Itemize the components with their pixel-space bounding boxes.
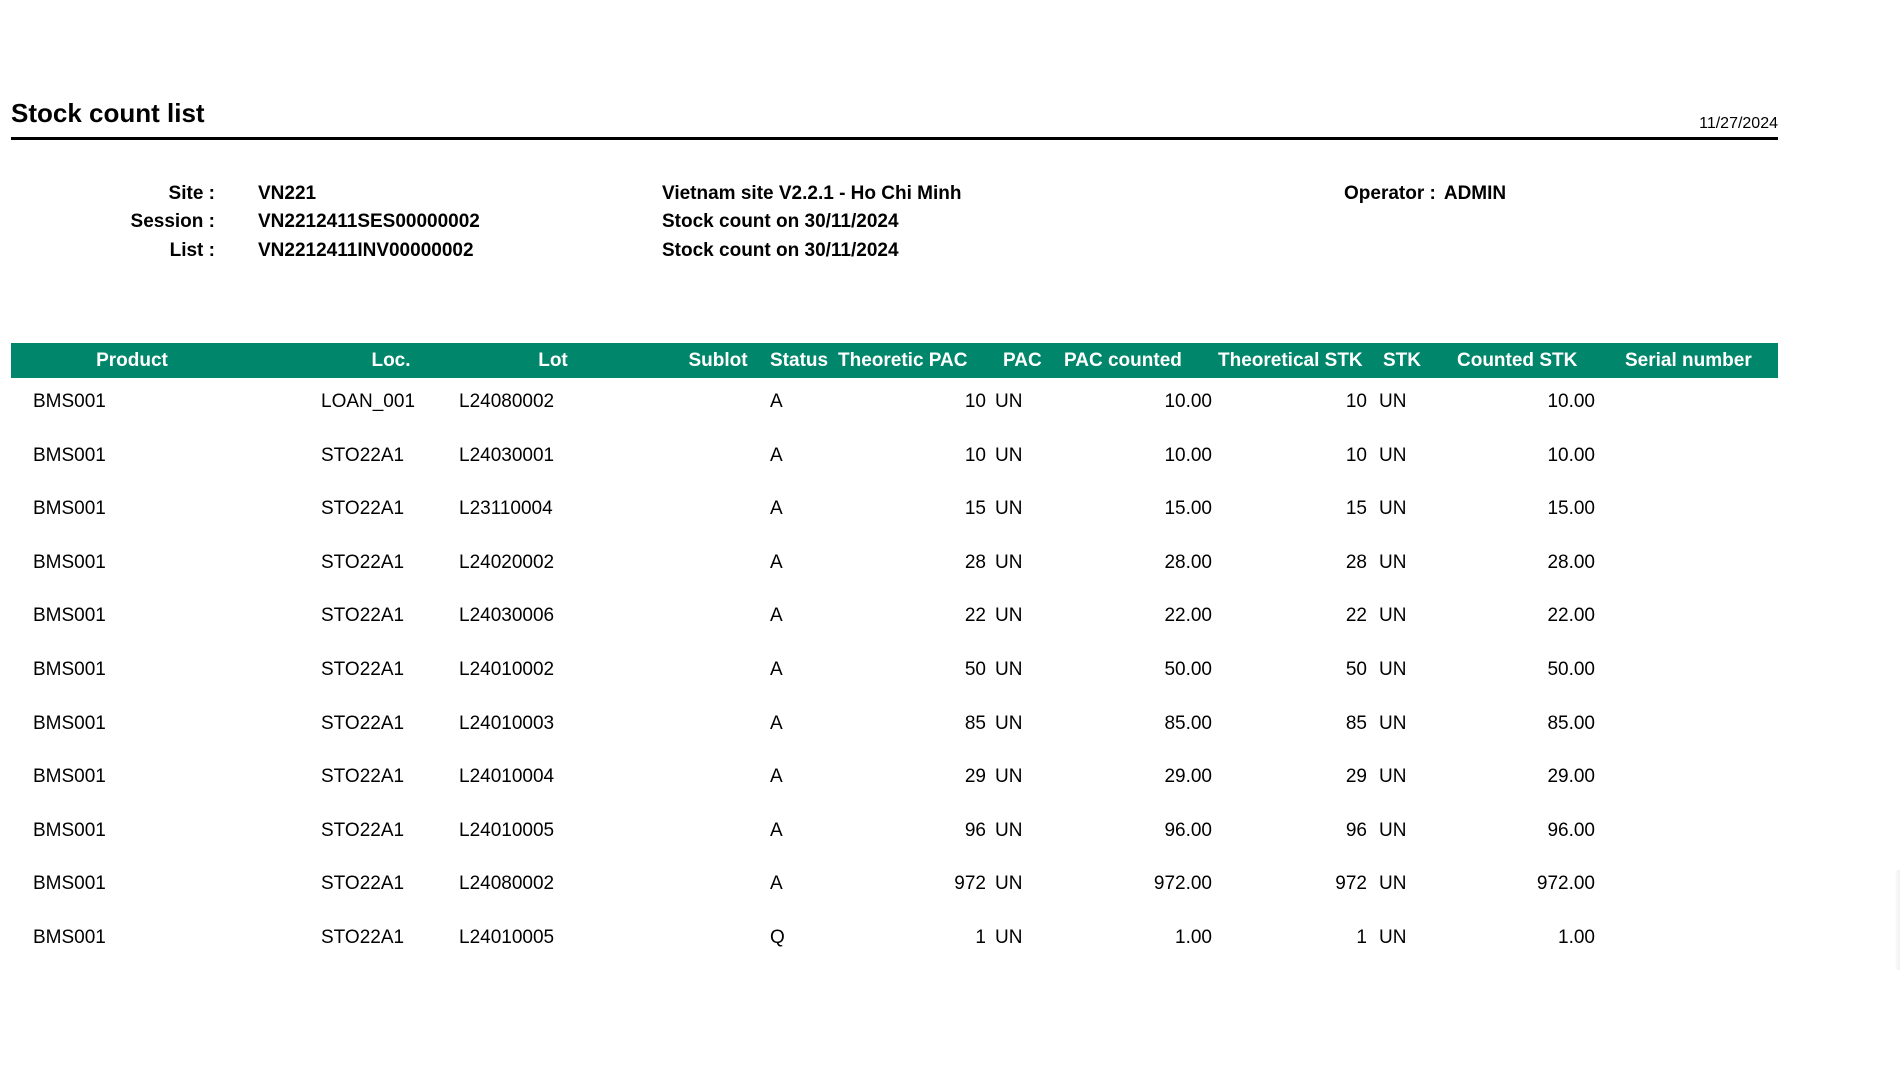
- column-header-lot: Lot: [538, 350, 568, 371]
- table-row: [11, 915, 1778, 969]
- cell-theoretic-pac: 1: [975, 926, 986, 948]
- print-date: 11/27/2024: [1699, 115, 1778, 132]
- cell-status: A: [770, 444, 783, 466]
- cell-product: BMS001: [33, 391, 106, 412]
- cell-pac: UN: [995, 926, 1023, 948]
- cell-loc: STO22A1: [321, 819, 405, 841]
- table-row: [11, 433, 1778, 487]
- cell-theoretic-pac: 29: [964, 766, 986, 788]
- cell-pac: UN: [995, 873, 1023, 895]
- session-description: Stock count on 30/11/2024: [662, 211, 899, 232]
- cell-theoretical-stk: 10: [1345, 444, 1367, 466]
- site-description: Vietnam site V2.2.1 - Ho Chi Minh: [662, 183, 962, 204]
- cell-stk: UN: [1379, 873, 1407, 895]
- cell-pac-counted: 22.00: [1164, 605, 1212, 627]
- cell-stk: UN: [1379, 712, 1407, 734]
- cell-lot: L24010002: [459, 658, 555, 680]
- cell-theoretic-pac: 10: [964, 444, 986, 466]
- cell-loc: STO22A1: [321, 766, 405, 788]
- cell-theoretical-stk: 972: [1335, 873, 1367, 895]
- cell-theoretical-stk: 50: [1345, 658, 1367, 680]
- column-header-loc: Loc.: [371, 350, 411, 371]
- cell-lot: L24020002: [459, 551, 555, 573]
- cell-pac-counted: 29.00: [1164, 766, 1212, 788]
- cell-pac: UN: [995, 766, 1023, 788]
- cell-loc: STO22A1: [321, 605, 405, 627]
- list-description: Stock count on 30/11/2024: [662, 240, 899, 261]
- cell-stk: UN: [1379, 605, 1407, 627]
- cell-status: A: [770, 819, 783, 841]
- operator-value: ADMIN: [1443, 183, 1507, 204]
- cell-pac-counted: 50.00: [1164, 658, 1212, 680]
- cell-pac-counted: 10.00: [1164, 444, 1212, 466]
- cell-stk: UN: [1379, 766, 1407, 788]
- cell-stk: UN: [1379, 819, 1407, 841]
- table-row: [11, 754, 1778, 808]
- cell-theoretic-pac: 50: [964, 658, 986, 680]
- column-header-sublot: Sublot: [688, 350, 748, 371]
- table-row: [11, 808, 1778, 862]
- cell-theoretic-pac: 10: [964, 391, 986, 412]
- operator: [1344, 183, 1506, 205]
- table-row: [11, 540, 1778, 594]
- cell-stk: UN: [1379, 551, 1407, 573]
- cell-stk: UN: [1379, 391, 1407, 412]
- cell-pac: UN: [995, 391, 1023, 412]
- column-header-pac-counted: PAC counted: [1064, 350, 1182, 371]
- table-body: [11, 379, 1778, 969]
- cell-pac: UN: [995, 444, 1023, 466]
- cell-status: A: [770, 658, 783, 680]
- cell-status: A: [770, 873, 783, 895]
- session-value: VN2212411SES00000002: [258, 211, 480, 232]
- cell-theoretical-stk: 29: [1345, 766, 1367, 788]
- cell-stk: UN: [1379, 926, 1407, 948]
- column-header-theoretical-stk: Theoretical STK: [1218, 350, 1363, 371]
- table-row: [11, 593, 1778, 647]
- cell-theoretical-stk: 22: [1345, 605, 1367, 627]
- cell-pac: UN: [995, 819, 1023, 841]
- cell-theoretic-pac: 972: [954, 873, 986, 895]
- cell-counted-stk: 1.00: [1558, 926, 1595, 948]
- table-row: [11, 379, 1778, 433]
- table-row: [11, 486, 1778, 540]
- cell-theoretic-pac: 96: [964, 819, 986, 841]
- cell-lot: L24010003: [459, 712, 555, 734]
- cell-counted-stk: 28.00: [1547, 551, 1595, 573]
- cell-lot: L23110004: [459, 498, 553, 520]
- cell-status: A: [770, 766, 783, 788]
- cell-status: A: [770, 391, 783, 412]
- cell-status: A: [770, 551, 783, 573]
- cell-pac-counted: 10.00: [1164, 391, 1212, 412]
- cell-counted-stk: 15.00: [1547, 498, 1595, 520]
- cell-product: BMS001: [33, 498, 106, 520]
- cell-status: Q: [770, 926, 785, 948]
- cell-lot: L24080002: [459, 391, 555, 412]
- site-label: Site :: [168, 183, 215, 204]
- cell-product: BMS001: [33, 712, 106, 734]
- list-value: VN2212411INV00000002: [258, 240, 474, 261]
- cell-pac-counted: 28.00: [1164, 551, 1212, 573]
- cell-pac: UN: [995, 712, 1023, 734]
- cell-theoretical-stk: 1: [1356, 926, 1367, 948]
- cell-lot: L24010005: [459, 819, 555, 841]
- cell-product: BMS001: [33, 444, 106, 466]
- cell-pac-counted: 85.00: [1164, 712, 1212, 734]
- cell-theoretical-stk: 15: [1345, 498, 1367, 520]
- cell-loc: STO22A1: [321, 498, 405, 520]
- column-header-product: Product: [96, 350, 168, 371]
- page-title: Stock count list: [11, 98, 205, 128]
- cell-pac: UN: [995, 551, 1023, 573]
- cell-loc: STO22A1: [321, 712, 405, 734]
- cell-theoretic-pac: 22: [964, 605, 986, 627]
- cell-loc: STO22A1: [321, 658, 405, 680]
- cell-lot: L24030001: [459, 444, 555, 466]
- cell-counted-stk: 22.00: [1547, 605, 1595, 627]
- table-row: [11, 647, 1778, 701]
- cell-theoretic-pac: 28: [964, 551, 986, 573]
- cell-loc: LOAN_001: [321, 391, 416, 412]
- cell-counted-stk: 972.00: [1536, 873, 1595, 895]
- table-header: [11, 343, 1778, 378]
- cell-product: BMS001: [33, 605, 106, 627]
- cell-lot: L24010004: [459, 766, 555, 788]
- cell-status: A: [770, 712, 783, 734]
- operator-label: Operator :: [1344, 183, 1436, 204]
- cell-pac-counted: 15.00: [1164, 498, 1212, 520]
- cell-stk: UN: [1379, 498, 1407, 520]
- cell-pac-counted: 96.00: [1164, 819, 1212, 841]
- cell-loc: STO22A1: [321, 444, 405, 466]
- cell-loc: STO22A1: [321, 551, 405, 573]
- column-header-pac: PAC: [1003, 350, 1042, 371]
- page-edge-shadow: [1894, 870, 1900, 970]
- cell-pac-counted: 1.00: [1175, 926, 1212, 948]
- cell-status: A: [770, 498, 783, 520]
- column-header-counted-stk: Counted STK: [1457, 350, 1578, 371]
- cell-loc: STO22A1: [321, 873, 405, 895]
- column-header-theoretic-pac: Theoretic PAC: [838, 350, 968, 371]
- cell-lot: L24010005: [459, 926, 555, 948]
- cell-counted-stk: 10.00: [1547, 391, 1595, 412]
- table-row: [11, 861, 1778, 915]
- cell-theoretic-pac: 85: [964, 712, 986, 734]
- cell-theoretical-stk: 28: [1345, 551, 1367, 573]
- cell-status: A: [770, 605, 783, 627]
- cell-theoretical-stk: 10: [1345, 391, 1367, 412]
- cell-counted-stk: 85.00: [1547, 712, 1595, 734]
- cell-pac: UN: [995, 498, 1023, 520]
- cell-pac-counted: 972.00: [1153, 873, 1212, 895]
- cell-theoretic-pac: 15: [964, 498, 986, 520]
- title-divider: [11, 137, 1778, 140]
- cell-counted-stk: 10.00: [1547, 444, 1595, 466]
- cell-theoretical-stk: 85: [1345, 712, 1367, 734]
- cell-stk: UN: [1379, 444, 1407, 466]
- cell-counted-stk: 50.00: [1547, 658, 1595, 680]
- cell-loc: STO22A1: [321, 926, 405, 948]
- site-value: VN221: [258, 183, 317, 204]
- column-header-status: Status: [770, 350, 829, 371]
- cell-product: BMS001: [33, 551, 106, 573]
- cell-lot: L24080002: [459, 873, 555, 895]
- cell-product: BMS001: [33, 873, 106, 895]
- cell-counted-stk: 29.00: [1547, 766, 1595, 788]
- list-label: List :: [169, 240, 215, 261]
- cell-theoretical-stk: 96: [1345, 819, 1367, 841]
- cell-product: BMS001: [33, 926, 106, 948]
- cell-product: BMS001: [33, 658, 106, 680]
- cell-pac: UN: [995, 605, 1023, 627]
- column-header-stk: STK: [1383, 350, 1421, 371]
- table-row: [11, 701, 1778, 755]
- cell-counted-stk: 96.00: [1547, 819, 1595, 841]
- cell-product: BMS001: [33, 766, 106, 788]
- cell-stk: UN: [1379, 658, 1407, 680]
- cell-product: BMS001: [33, 819, 106, 841]
- column-header-serial-number: Serial number: [1625, 350, 1752, 371]
- cell-pac: UN: [995, 658, 1023, 680]
- session-label: Session :: [130, 211, 215, 232]
- cell-lot: L24030006: [459, 605, 555, 627]
